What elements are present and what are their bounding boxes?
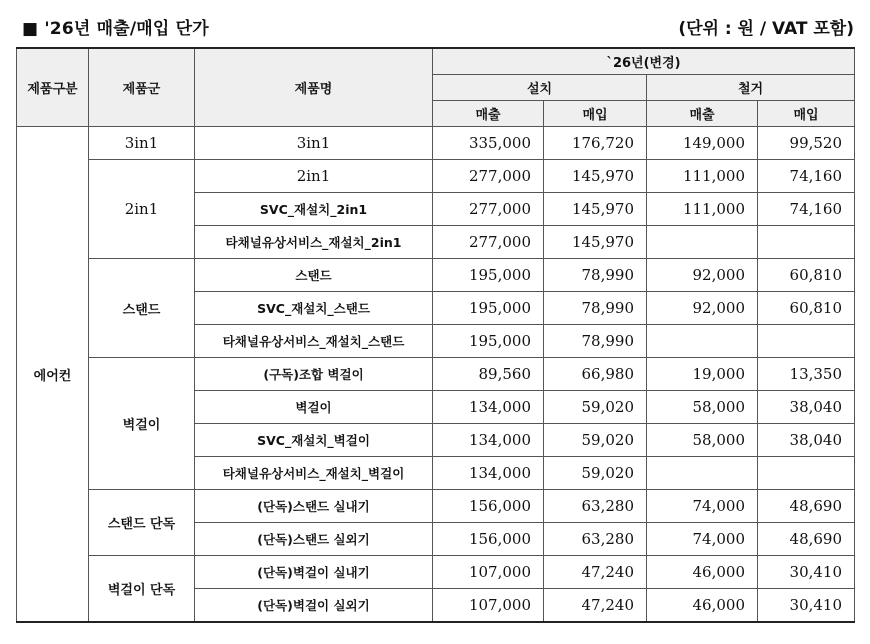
install-purchase-cell: 176,720 xyxy=(544,127,647,160)
removal-sales-cell: 92,000 xyxy=(647,259,758,292)
product-name-cell: SVC_재설치_2in1 xyxy=(195,193,433,226)
removal-purchase-cell: 48,690 xyxy=(758,523,855,556)
header-removal-sales: 매출 xyxy=(647,101,758,127)
header-product: 제품명 xyxy=(195,48,433,127)
removal-purchase-cell xyxy=(758,325,855,358)
removal-sales-cell: 74,000 xyxy=(647,490,758,523)
group-cell: 2in1 xyxy=(89,160,195,259)
group-cell: 3in1 xyxy=(89,127,195,160)
removal-sales-cell: 149,000 xyxy=(647,127,758,160)
install-sales-cell: 134,000 xyxy=(433,391,544,424)
document-title: ■ '26년 매출/매입 단가 xyxy=(22,19,209,39)
install-sales-cell: 134,000 xyxy=(433,424,544,457)
product-name-cell: 타채널유상서비스_재설치_스탠드 xyxy=(195,325,433,358)
install-purchase-cell: 59,020 xyxy=(544,457,647,490)
table-row xyxy=(17,127,855,160)
install-purchase-cell: 78,990 xyxy=(544,292,647,325)
removal-sales-cell: 19,000 xyxy=(647,358,758,391)
removal-sales-cell xyxy=(647,226,758,259)
removal-sales-cell: 58,000 xyxy=(647,424,758,457)
table-row xyxy=(17,259,855,292)
removal-sales-cell: 58,000 xyxy=(647,391,758,424)
removal-purchase-cell: 60,810 xyxy=(758,292,855,325)
install-sales-cell: 156,000 xyxy=(433,523,544,556)
product-name-cell: (단독)스탠드 실내기 xyxy=(195,490,433,523)
group-cell: 스탠드 단독 xyxy=(89,490,195,556)
install-purchase-cell: 63,280 xyxy=(544,523,647,556)
install-sales-cell: 89,560 xyxy=(433,358,544,391)
install-sales-cell: 335,000 xyxy=(433,127,544,160)
removal-purchase-cell: 30,410 xyxy=(758,556,855,589)
install-sales-cell: 195,000 xyxy=(433,259,544,292)
table-row xyxy=(17,160,855,193)
table-body xyxy=(17,127,855,623)
header-install-sales: 매출 xyxy=(433,101,544,127)
install-sales-cell: 277,000 xyxy=(433,193,544,226)
header-category: 제품구분 xyxy=(17,48,89,127)
product-name-cell: 벽걸이 xyxy=(195,391,433,424)
group-cell: 벽걸이 xyxy=(89,358,195,490)
removal-purchase-cell: 74,160 xyxy=(758,193,855,226)
removal-sales-cell: 111,000 xyxy=(647,160,758,193)
install-purchase-cell: 78,990 xyxy=(544,325,647,358)
product-name-cell: 타채널유상서비스_재설치_2in1 xyxy=(195,226,433,259)
removal-purchase-cell: 48,690 xyxy=(758,490,855,523)
removal-purchase-cell: 60,810 xyxy=(758,259,855,292)
install-purchase-cell: 59,020 xyxy=(544,424,647,457)
install-purchase-cell: 59,020 xyxy=(544,391,647,424)
install-sales-cell: 107,000 xyxy=(433,556,544,589)
removal-purchase-cell: 38,040 xyxy=(758,424,855,457)
category-cell: 에어컨 xyxy=(17,127,89,623)
removal-sales-cell: 46,000 xyxy=(647,589,758,623)
removal-sales-cell: 111,000 xyxy=(647,193,758,226)
header-removal: 철거 xyxy=(647,75,855,101)
install-sales-cell: 277,000 xyxy=(433,226,544,259)
removal-sales-cell: 74,000 xyxy=(647,523,758,556)
install-purchase-cell: 47,240 xyxy=(544,556,647,589)
removal-purchase-cell: 13,350 xyxy=(758,358,855,391)
table-row xyxy=(17,490,855,523)
removal-purchase-cell: 74,160 xyxy=(758,160,855,193)
install-purchase-cell: 145,970 xyxy=(544,193,647,226)
install-sales-cell: 134,000 xyxy=(433,457,544,490)
product-name-cell: 3in1 xyxy=(195,127,433,160)
install-purchase-cell: 47,240 xyxy=(544,589,647,623)
removal-purchase-cell xyxy=(758,226,855,259)
removal-sales-cell xyxy=(647,457,758,490)
install-sales-cell: 156,000 xyxy=(433,490,544,523)
install-sales-cell: 195,000 xyxy=(433,325,544,358)
header-install: 설치 xyxy=(433,75,647,101)
product-name-cell: 스탠드 xyxy=(195,259,433,292)
product-name-cell: SVC_재설치_스탠드 xyxy=(195,292,433,325)
header-group: 제품군 xyxy=(89,48,195,127)
removal-purchase-cell: 99,520 xyxy=(758,127,855,160)
header-period: `26년(변경) xyxy=(433,48,855,75)
removal-purchase-cell xyxy=(758,457,855,490)
removal-sales-cell: 92,000 xyxy=(647,292,758,325)
group-cell: 벽걸이 단독 xyxy=(89,556,195,623)
table-header xyxy=(17,48,855,127)
product-name-cell: 타채널유상서비스_재설치_벽걸이 xyxy=(195,457,433,490)
install-purchase-cell: 145,970 xyxy=(544,226,647,259)
product-name-cell: (구독)조합 벽걸이 xyxy=(195,358,433,391)
removal-sales-cell: 46,000 xyxy=(647,556,758,589)
install-sales-cell: 277,000 xyxy=(433,160,544,193)
product-name-cell: (단독)벽걸이 실외기 xyxy=(195,589,433,623)
unit-note: (단위 : 원 / VAT 포함) xyxy=(678,19,854,39)
header-removal-purchase: 매입 xyxy=(758,101,855,127)
removal-purchase-cell: 30,410 xyxy=(758,589,855,623)
group-cell: 스탠드 xyxy=(89,259,195,358)
table-row xyxy=(17,358,855,391)
removal-sales-cell xyxy=(647,325,758,358)
table-row xyxy=(17,556,855,589)
install-purchase-cell: 63,280 xyxy=(544,490,647,523)
install-purchase-cell: 145,970 xyxy=(544,160,647,193)
product-name-cell: 2in1 xyxy=(195,160,433,193)
install-sales-cell: 107,000 xyxy=(433,589,544,623)
install-sales-cell: 195,000 xyxy=(433,292,544,325)
removal-purchase-cell: 38,040 xyxy=(758,391,855,424)
product-name-cell: (단독)스탠드 실외기 xyxy=(195,523,433,556)
product-name-cell: SVC_재설치_벽걸이 xyxy=(195,424,433,457)
product-name-cell: (단독)벽걸이 실내기 xyxy=(195,556,433,589)
install-purchase-cell: 66,980 xyxy=(544,358,647,391)
header-install-purchase: 매입 xyxy=(544,101,647,127)
install-purchase-cell: 78,990 xyxy=(544,259,647,292)
price-table xyxy=(16,47,855,623)
